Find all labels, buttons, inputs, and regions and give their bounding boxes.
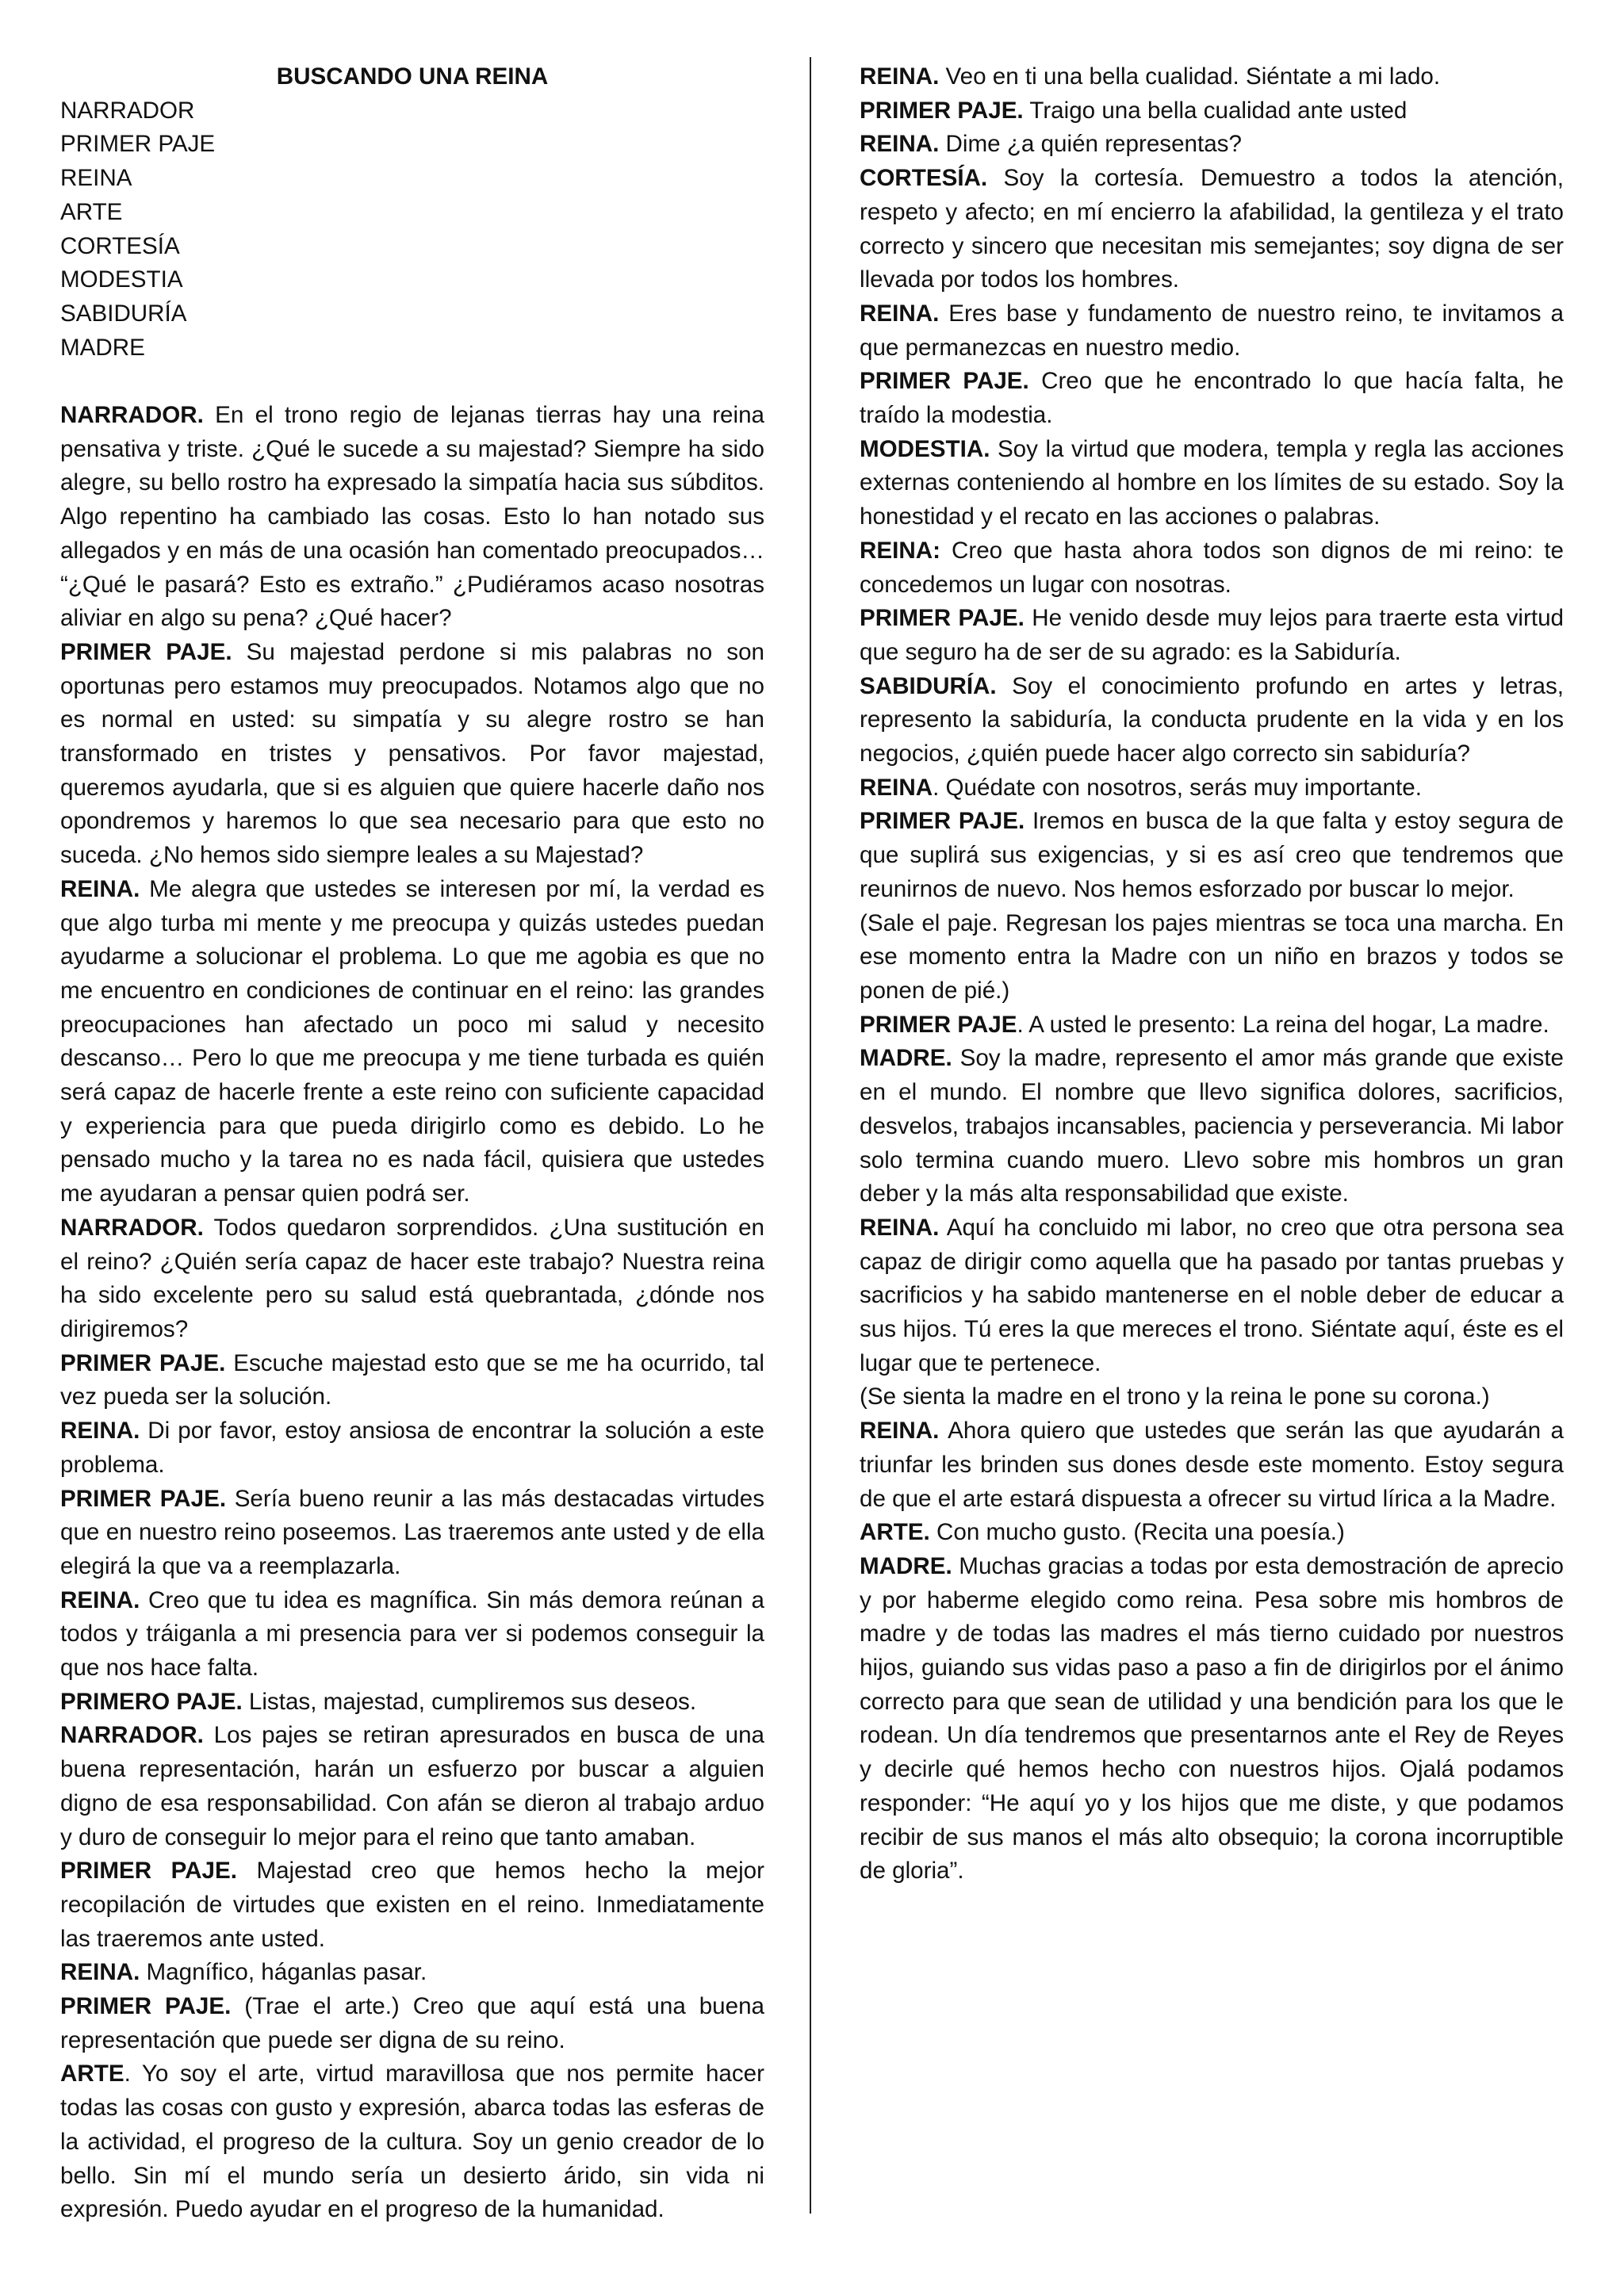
dialogue-line — [860, 1042, 1564, 1211]
speaker-name: PRIMER PAJE. — [60, 1485, 227, 1512]
dialogue-line — [860, 1380, 1564, 1414]
column-divider — [810, 57, 811, 2214]
speaker-name: PRIMER PAJE. — [60, 1858, 237, 1885]
cast-item: ARTE — [60, 198, 123, 225]
dialogue-line — [60, 1211, 764, 1347]
speaker-name: MODESTIA. — [860, 435, 990, 462]
left-column — [60, 60, 764, 2227]
speaker-name: PRIMER PAJE. — [860, 368, 1029, 395]
line-text: Ahora quiero que ustedes que serán las que ayudarán a triunfar les brinden sus dones desde este momento. Estoy segura de que el arte estará dispuesta a ofrecer su virtud lírica a la Madre. — [860, 1418, 1564, 1512]
dialogue-line — [860, 1008, 1564, 1043]
dialogue-line — [860, 1516, 1564, 1550]
dialogue-line — [860, 771, 1564, 806]
dialogue-line — [860, 365, 1564, 432]
line-text: Soy la madre, represento el amor más grande que existe en el mundo. El nombre que llevo significa dolores, sacrificios, desvelos, trabajos incansables, paciencia y perseverancia. Mi labor solo termina cuando muero. Llevo sobre mis hombros un gran deber y la más alta responsabilidad que existe. — [860, 1045, 1564, 1207]
line-text: Creo que hasta ahora todos son dignos de mi reino: te concedemos un lugar con nosotras. — [860, 537, 1564, 598]
dialogue-line — [60, 1686, 764, 1720]
speaker-name: PRIMER PAJE. — [60, 638, 232, 665]
speaker-name: REINA. — [860, 1214, 940, 1241]
speaker-name: PRIMER PAJE. — [860, 605, 1025, 632]
line-text: Magnífico, háganlas pasar. — [140, 1959, 427, 1986]
line-text: (Trae el arte.) Creo que aquí está una buena representación que puede ser digna de su reino. — [60, 1993, 764, 2053]
dialogue-line — [60, 1414, 764, 1482]
speaker-name: PRIMER PAJE. — [60, 1349, 226, 1376]
line-text: . Quédate con nosotros, serás muy importante. — [933, 774, 1422, 801]
dialogue-line — [860, 162, 1564, 297]
speaker-name: REINA. — [860, 63, 940, 90]
dialogue-line — [60, 2057, 764, 2227]
dialogue-line — [860, 907, 1564, 1008]
right-column — [860, 60, 1564, 1888]
dialogue-line — [860, 602, 1564, 669]
dialogue-line — [60, 1956, 764, 1990]
line-text: Creo que he encontrado lo que hacía falta, he traído la modestia. — [860, 368, 1564, 429]
dialogue-line — [860, 1414, 1564, 1516]
cast-item: MODESTIA — [60, 266, 183, 293]
dialogue-line — [860, 1550, 1564, 1888]
line-text: . Yo soy el arte, virtud maravillosa que nos permite hacer todas las cosas con gusto y expresión, abarca todas las esferas de la actividad, el progreso de la cultura. Soy un genio creador de lo bello. Sin mí el mundo sería un desierto árido, sin vida ni expresión. Puedo ayudar en el progreso de la humanidad. — [60, 2061, 764, 2223]
cast-list — [60, 94, 764, 365]
speaker-name: NARRADOR. — [60, 1214, 204, 1241]
speaker-name: REINA: — [860, 537, 940, 564]
speaker-name: REINA. — [60, 1586, 140, 1613]
speaker-name: PRIMER PAJE. — [60, 1993, 232, 2020]
dialogue-line — [60, 1990, 764, 2057]
line-text: Creo que tu idea es magnífica. Sin más demora reúnan a todos y tráiganla a mi presencia para ver si podemos conseguir la que nos hace falta. — [60, 1586, 764, 1682]
line-text: Traigo una bella cualidad ante usted — [1023, 97, 1408, 124]
dialogue-line — [60, 1584, 764, 1686]
speaker-name: REINA. — [60, 1418, 140, 1445]
dialogue-line — [860, 433, 1564, 534]
line-text: . A usted le presento: La reina del hogar, La madre. — [1017, 1011, 1549, 1038]
speaker-name: MADRE. — [860, 1045, 952, 1072]
line-text: He venido desde muy lejos para traerte esta virtud que seguro ha de ser de su agrado: es la Sabiduría. — [860, 605, 1564, 665]
speaker-name: SABIDURÍA. — [860, 672, 997, 699]
cast-item: PRIMER PAJE — [60, 131, 216, 158]
line-text: Iremos en busca de la que falta y estoy segura de que suplirá sus exigencias, y si es así creo que tendremos que reunirnos de nuevo. Nos hemos esforzado por buscar lo mejor. — [860, 808, 1564, 902]
line-text: Soy el conocimiento profundo en artes y letras, represento la sabiduría, la conducta prudente en la vida y en los negocios, ¿quién puede hacer algo correcto sin sabiduría? — [860, 672, 1564, 767]
line-text: Soy la cortesía. Demuestro a todos la atención, respeto y afecto; en mí encierro la afabilidad, la gentileza y el trato correcto y sincero que necesitan mis semejantes; soy digna de ser llevada por todos los hombres. — [860, 165, 1564, 293]
line-text: Me alegra que ustedes se interesen por mí, la verdad es que algo turba mi mente y me preocupa y quizás ustedes puedan ayudarme a solucionar el problema. Lo que me agobia es que no me encuentro en condiciones de continuar en el reino: las grandes preocupaciones han afectado un poco mi salud y necesito descanso… Pero lo que me preocupa y me tiene turbada es quién será capaz de hacerle frente a este reino con suficiente capacidad y experiencia para que pueda dirigirlo como es debido. Lo he pensado mucho y la tarea no es nada fácil, quisiera que ustedes me ayudaran a pensar quien podrá ser. — [60, 875, 764, 1207]
line-text: Todos quedaron sorprendidos. ¿Una sustitución en el reino? ¿Quién sería capaz de hacer este trabajo? Nuestra reina ha sido excelente pero su salud está quebrantada, ¿dónde nos dirigiremos? — [60, 1214, 764, 1342]
speaker-name: PRIMER PAJE. — [860, 808, 1025, 835]
cast-item: CORTESÍA — [60, 232, 180, 259]
dialogue-right — [860, 60, 1564, 1888]
speaker-name: REINA. — [60, 875, 140, 902]
speaker-name: MADRE. — [860, 1552, 952, 1579]
line-text: Escuche majestad esto que se me ha ocurrido, tal vez pueda ser la solución. — [60, 1349, 764, 1410]
spacer — [60, 365, 764, 399]
speaker-name: REINA. — [60, 1959, 140, 1986]
line-text: (Sale el paje. Regresan los pajes mientras se toca una marcha. En ese momento entra la Madre con un niño en brazos y todos se ponen de pié.) — [860, 909, 1564, 1004]
speaker-name: REINA. — [860, 131, 940, 158]
line-text: Veo en ti una bella cualidad. Siéntate a mi lado. — [939, 63, 1441, 90]
line-text: Eres base y fundamento de nuestro reino, te invitamos a que permanezcas en nuestro medio. — [860, 300, 1564, 361]
speaker-name: NARRADOR. — [60, 1722, 204, 1749]
dialogue-line — [60, 1719, 764, 1854]
dialogue-line — [860, 94, 1564, 128]
dialogue-left — [60, 399, 764, 2227]
cast-item: MADRE — [60, 334, 145, 361]
speaker-name: ARTE. — [860, 1519, 930, 1546]
line-text: (Se sienta la madre en el trono y la reina le pone su corona.) — [860, 1383, 1490, 1410]
speaker-name: REINA. — [860, 300, 940, 327]
speaker-name: PRIMER PAJE — [860, 1011, 1017, 1038]
dialogue-line — [860, 128, 1564, 162]
speaker-name: PRIMER PAJE. — [860, 97, 1024, 124]
dialogue-line — [860, 1211, 1564, 1381]
dialogue-line — [860, 297, 1564, 365]
dialogue-line — [60, 636, 764, 873]
dialogue-line — [60, 399, 764, 636]
speaker-name: REINA — [860, 774, 933, 801]
line-text: Los pajes se retiran apresurados en busca de una buena representación, harán un esfuerzo por buscar a alguien digno de esa responsabilidad. Con afán se dieron al trabajo arduo y duro de conseguir lo mejor para el reino que tanto amaban. — [60, 1722, 764, 1850]
speaker-name: REINA. — [860, 1418, 940, 1445]
dialogue-line — [860, 534, 1564, 602]
speaker-name: NARRADOR. — [60, 402, 204, 429]
dialogue-line — [860, 670, 1564, 771]
dialogue-line — [60, 1347, 764, 1414]
cast-item: SABIDURÍA — [60, 300, 187, 327]
line-text: Listas, majestad, cumpliremos sus deseos. — [242, 1688, 697, 1715]
line-text: Dime ¿a quién representas? — [939, 131, 1242, 158]
line-text: Su majestad perdone si mis palabras no son oportunas pero estamos muy preocupados. Notamos algo que no es normal en usted: su simpatía y su alegre rostro se han transformado en tristes y pensativos. Por favor majestad, queremos ayudarla, que si es alguien que quiere hacerle daño nos opondremos y haremos lo que sea necesario para que esto no suceda. ¿No hemos sido siempre leales a su Majestad? — [60, 638, 764, 869]
cast-item: REINA — [60, 165, 132, 192]
dialogue-line — [860, 805, 1564, 906]
line-text: Di por favor, estoy ansiosa de encontrar la solución a este problema. — [60, 1418, 764, 1478]
cast-item: NARRADOR — [60, 97, 195, 124]
line-text: Soy la virtud que modera, templa y regla las acciones externas conteniendo al hombre en los límites de su estado. Soy la honestidad y el recato en las acciones o palabras. — [860, 435, 1564, 530]
line-text: Sería bueno reunir a las más destacadas virtudes que en nuestro reino poseemos. Las traeremos ante usted y de ella elegirá la que va a reemplazarla. — [60, 1485, 764, 1579]
speaker-name: CORTESÍA. — [860, 165, 988, 192]
speaker-name: ARTE — [60, 2061, 124, 2087]
dialogue-line — [60, 1854, 764, 1956]
dialogue-line — [60, 873, 764, 1211]
line-text: Majestad creo que hemos hecho la mejor recopilación de virtudes que existen en el reino. Inmediatamente las traeremos ante usted. — [60, 1858, 764, 1952]
dialogue-line — [60, 1483, 764, 1584]
line-text: En el trono regio de lejanas tierras hay una reina pensativa y triste. ¿Qué le sucede a su majestad? Siempre ha sido alegre, su bello rostro ha expresado la simpatía hacia sus súbditos. Algo repentino ha cambiado las cosas. Esto lo han notado sus allegados y en más de una ocasión han comentado preocupados… “¿Qué le pasará? Esto es extraño.” ¿Pudiéramos acaso nosotras aliviar en algo su pena? ¿Qué hacer? — [60, 402, 764, 632]
dialogue-line — [860, 60, 1564, 94]
line-text: Con mucho gusto. (Recita una poesía.) — [929, 1519, 1345, 1546]
line-text: Muchas gracias a todas por esta demostración de aprecio y por haberme elegido como reina. Pesa sobre mis hombros de madre y de todas las madres el más tierno cuidado por nuestros hijos, guiando sus vidas paso a paso a fin de dirigirlos por el ánimo correcto para que sean de utilidad y una bendición para los que le rodean. Un día tendremos que presentarnos ante el Rey de Reyes y decirle qué hemos hecho con nuestros hijos. Ojalá podamos responder: “He aquí yo y los hijos que me diste, y que podamos recibir de sus manos el más alto obsequio; la corona incorruptible de gloria”. — [860, 1552, 1564, 1885]
line-text: Aquí ha concluido mi labor, no creo que otra persona sea capaz de dirigir como aquella que ha pasado por tantas pruebas y sacrificios y ha sabido mantenerse en el noble deber de educar a sus hijos. Tú eres la que mereces el trono. Siéntate aquí, éste es el lugar que te pertenece. — [860, 1214, 1564, 1376]
speaker-name: PRIMERO PAJE. — [60, 1688, 243, 1715]
page-title: BUSCANDO UNA REINA — [276, 63, 549, 90]
